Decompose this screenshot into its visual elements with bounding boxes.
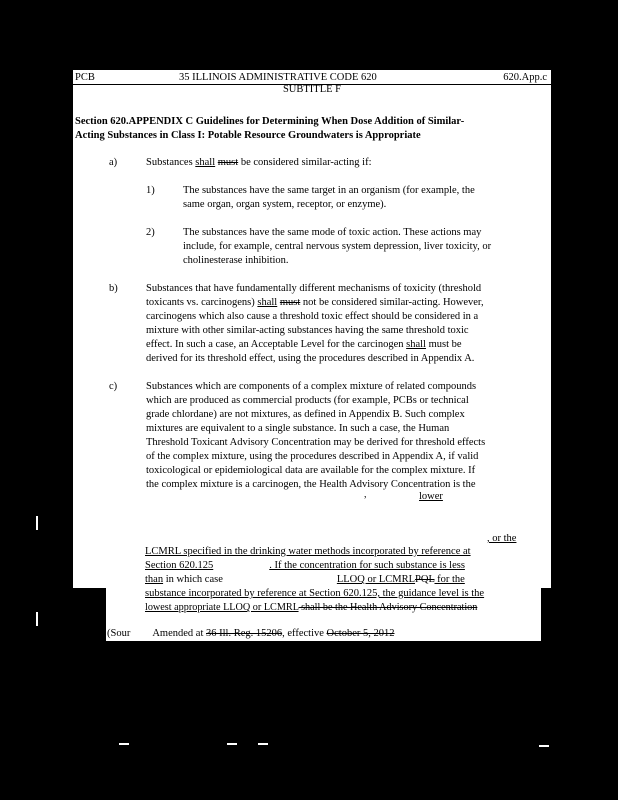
subsection-c-text [146,380,546,492]
source-open: (Sour [107,628,131,639]
lowest-deleted: shall be the Health Advisory Concentration [298,602,478,613]
b-line: derived for its threshold effect, using the procedures described in Appendix A. [146,353,475,364]
than-line [145,573,465,587]
b-deleted: must [279,297,301,308]
section-title [75,115,545,143]
fragment-or-the [487,532,516,546]
fragment-comma-2: , [470,518,473,529]
lowest-inserted: lowest appropriate LLOQ or LCMRL [145,602,299,613]
header-center: 35 ILLINOIS ADMINISTRATIVE CODE 620 [179,72,377,83]
c-line: of the complex mixture, using the procedures described in Appendix A, if valid [146,451,479,462]
header-subtitle: SUBTITLE F [282,84,342,95]
fragment-lower [419,490,443,504]
a-post: be considered similar-acting if: [238,157,372,168]
incorp-text: substance incorporated by reference at Section 620.125, the guidance level is the [145,588,485,599]
section-title-line-1: Section 620.APPENDIX C Guidelines for Determining When Dose Addition of Similar- [75,116,465,127]
margin-mark [547,380,549,392]
than-text: than [145,574,164,585]
b-line: carcinogens which also cause a threshold toxic effect should be considered in a [146,311,479,322]
c-line: the complex mixture is a carcinogen, the Health Advisory Concentration is the [146,479,476,490]
c-line: Substances which are components of a complex mixture of related compounds [146,381,477,392]
fragment-lloq-pql [389,503,437,517]
section-title-line-2: Acting Substances in Class I: Potable Resource Groundwaters is Appropriate [75,130,421,141]
a-deleted: must [217,157,239,168]
c-line: grade chlordane) are not mixtures, as defined in Appendix B. Such complex [146,409,465,420]
lowest-line [145,601,477,615]
item-1-text [183,184,543,212]
item-2-text [183,226,543,268]
c-line: Threshold Toxicant Advisory Concentration may be derived for threshold effects [146,437,486,448]
lcmrl-line [145,545,471,559]
subsection-b-text [146,282,546,366]
fragment-lower-text: lower [419,491,443,502]
fragment-pql: PQL [417,504,437,515]
subsection-c-label: c) [109,381,118,392]
than-pql: PQL [415,574,435,585]
b-pre: toxicants vs. carcinogens) [146,297,258,308]
header-right: 620.App.c [503,72,547,83]
source-deleted-cite: 36 Ill. Reg. 15206 [206,628,283,639]
bottom-dash [258,743,268,745]
b-line: Substances that have fundamentally different mechanisms of toxicity (threshold [146,283,482,294]
margin-mark [36,612,38,626]
section-post: . If the concentration for such substance is less [269,560,465,571]
incorp-line [145,587,484,601]
a-inserted: shall [195,157,216,168]
header-left: PCB [75,72,95,83]
item-2-line: include, for example, central nervous system depression, liver toxicity, or [183,241,492,252]
item-2-line: cholinesterase inhibition. [183,255,289,266]
source-note [107,627,394,641]
subsection-b-label: b) [109,283,118,294]
subsection-a-text [146,156,372,170]
b-line [146,338,546,352]
b5-pre: effect. In such a case, an Acceptable Level for the carcinogen [146,339,407,350]
subsection-a-label: a) [109,157,118,168]
b5-inserted: shall [406,339,426,350]
b5-post: must be [425,339,462,350]
than-post: for the [434,574,465,585]
b-post: not be considered similar-acting. However, [300,297,484,308]
c-line: which are produced as commercial products (for example, PCBs or technical [146,395,469,406]
c-line: toxicological or epidemiological data are available for the complex mixture. If [146,465,476,476]
fragment-slash: / [373,516,376,527]
margin-mark [36,516,38,530]
bottom-dash [539,745,549,747]
section-line [145,559,465,573]
c-line: mixtures are equivalent to a single substance. In such a case, the Human [146,423,450,434]
a-pre: Substances [146,157,196,168]
b-line [146,296,546,310]
b-inserted: shall [257,297,278,308]
source-left-patch [106,588,143,625]
source-mid: , effective [282,628,327,639]
source-amended: Amended at [152,628,206,639]
than-mid: in which case [163,574,223,585]
lcmrl-text: LCMRL specified in the drinking water methods incorporated by reference at [145,546,471,557]
item-2-line: The substances have the same mode of toxic action. These actions may [183,227,482,238]
item-2-label: 2) [146,227,155,238]
source-deleted-date: October 5, 2012 [326,628,395,639]
item-1-label: 1) [146,185,155,196]
item-1-line: The substances have the same target in an organism (for example, the [183,185,475,196]
b-line: mixture with other similar-acting substances having the same threshold toxic [146,325,469,336]
fragment-comma: , [364,489,367,500]
bottom-dash [119,743,129,745]
item-1-line: same organ, organ system, receptor, or enzyme). [183,199,387,210]
section-ref: Section 620.125 [145,560,214,571]
fragment-lloq: LLOQ [389,504,417,515]
bottom-dash [227,743,237,745]
than-lloq: LLOQ or LCMRL [336,574,416,585]
fragment-s: s [183,518,188,529]
or-the-text: , or the [487,533,517,544]
document-page [73,70,551,588]
